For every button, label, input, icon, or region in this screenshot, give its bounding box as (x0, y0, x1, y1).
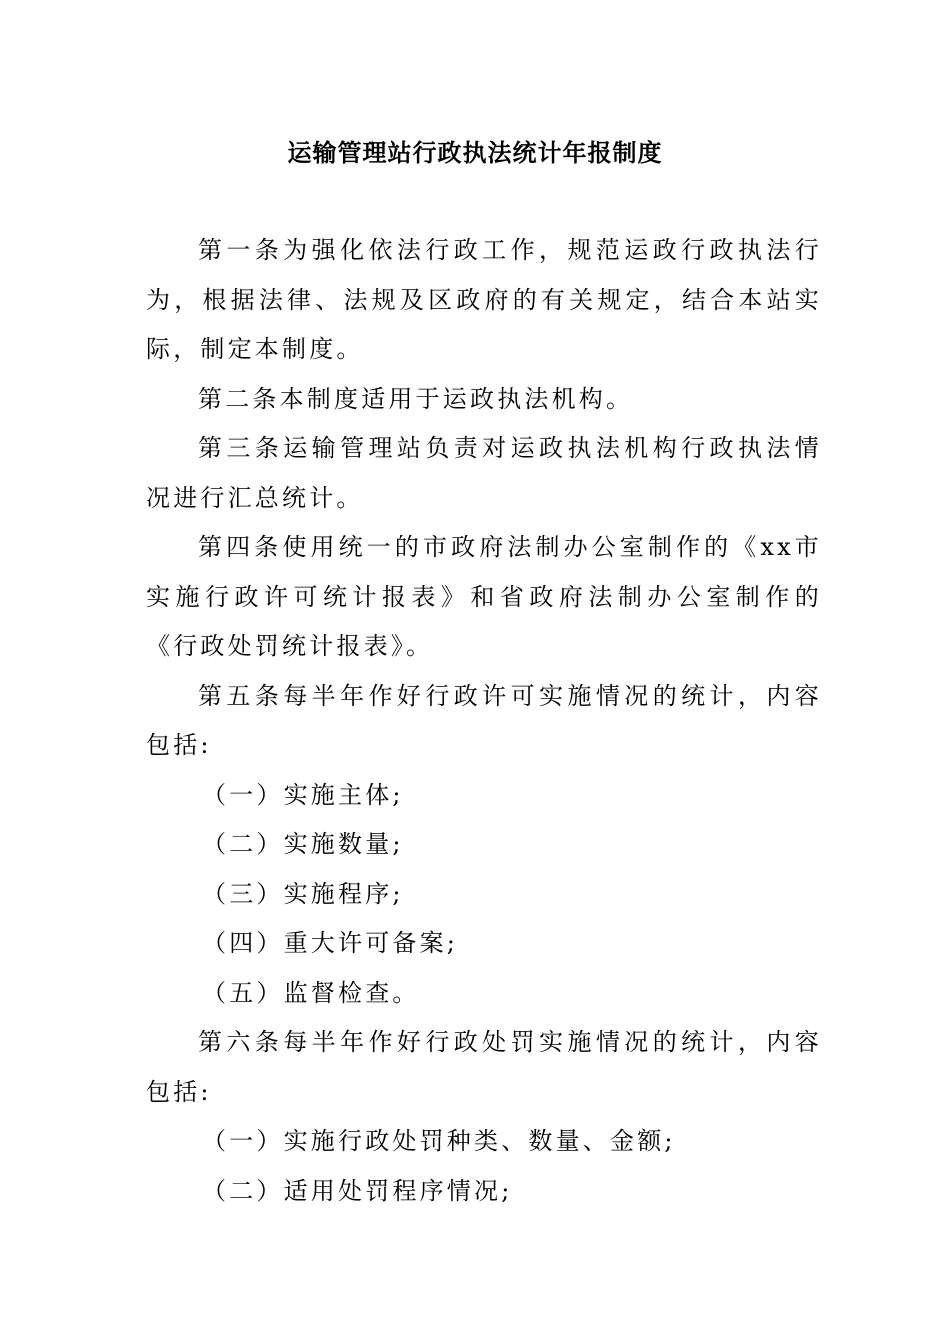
list-item: （五）监督检查。 (202, 978, 420, 1007)
document-body (146, 226, 822, 1216)
list-item: （一）实施行政处罚种类、数量、金额; (202, 1127, 676, 1155)
list-item: （一）实施主体; (202, 780, 404, 809)
list-item: （二）实施数量; (202, 830, 404, 858)
list-item: （二）适用处罚程序情况; (202, 1176, 513, 1205)
list-item: （四）重大许可备案; (202, 929, 459, 957)
article-4: 第四条使用统一的市政府法制办公室制作的《xx市实施行政许可统计报表》和省政府法制办公室制作的《行政处罚统计报表》。 (146, 533, 822, 660)
document-title: 运输管理站行政执法统计年报制度 (287, 138, 663, 167)
article-1: 第一条为强化依法行政工作，规范运政行政执法行为，根据法律、法规及区政府的有关规定，结合本站实际，制定本制度。 (146, 236, 822, 363)
list-item: （三）实施程序; (202, 879, 404, 908)
article-5: 第五条每半年作好行政许可实施情况的统计，内容包括: (146, 681, 822, 759)
article-3: 第三条运输管理站负责对运政执法机构行政执法情况进行汇总统计。 (146, 434, 822, 512)
article-6: 第六条每半年作好行政处罚实施情况的统计，内容包括: (146, 1028, 822, 1106)
article-2: 第二条本制度适用于运政执法机构。 (198, 384, 634, 413)
